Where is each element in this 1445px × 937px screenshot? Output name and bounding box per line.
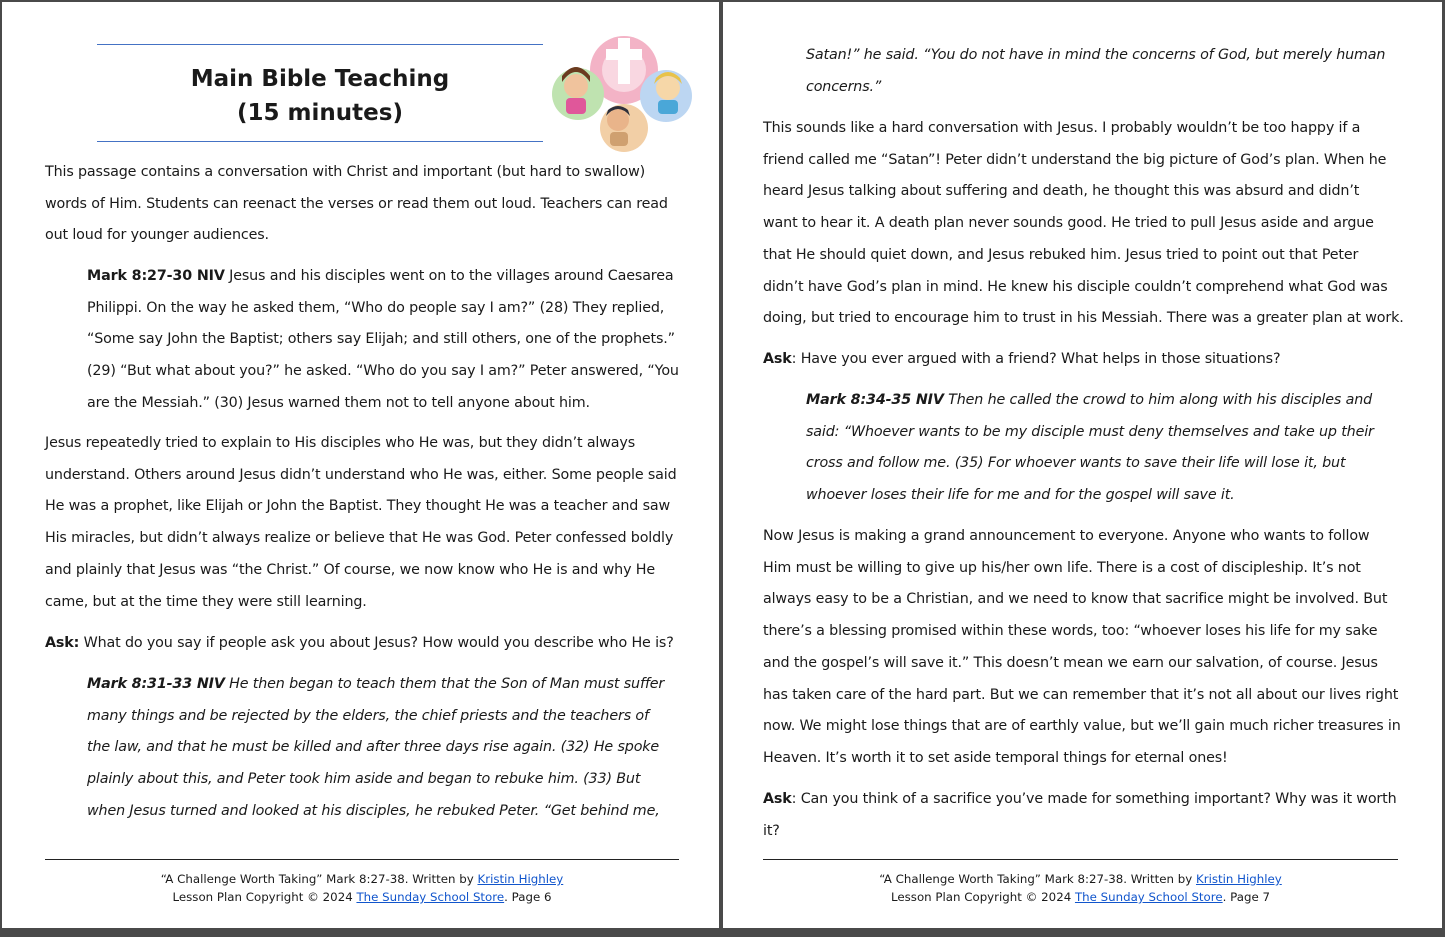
- page-number: . Page 7: [1222, 890, 1270, 904]
- text-line: there’s a blessing promised within these words, too: “whoever loses his life for my sake: [763, 623, 1378, 640]
- text-line: Satan!” he said. “You do not have in mind the concerns of God, but merely human: [806, 47, 1386, 63]
- page-number: . Page 6: [504, 890, 552, 904]
- text-line: understand. Others around Jesus didn’t understand who He was, either. Some people said: [45, 466, 677, 483]
- scripture-mark-8-34-35: [806, 385, 1416, 512]
- ask-question: [45, 628, 695, 660]
- heading-duration: (15 minutes): [237, 100, 403, 126]
- text-line: many things and be rejected by the elders, the chief priests and the teachers of: [87, 707, 649, 724]
- text-line: Jesus and his disciples went on to the villages around Caesarea: [224, 268, 674, 284]
- text-line: and plainly that Jesus was “the Christ.” Of course, we now know who He is and why He: [45, 561, 656, 578]
- text-line: He then began to teach them that the Son of Man must suffer: [224, 676, 665, 692]
- text-line: whoever loses their life for me and for the gospel will save it.: [806, 487, 1235, 504]
- ask-label: Ask: [763, 791, 792, 807]
- ask-text: : Have you ever argued with a friend? What helps in those situations?: [791, 351, 1281, 367]
- bible-kids-illustration: [552, 32, 694, 156]
- ask-text-continued: it?: [763, 822, 780, 839]
- footer-divider: [763, 859, 1398, 860]
- store-link[interactable]: The Sunday School Store: [356, 890, 505, 904]
- scripture-mark-8-31-33: [87, 669, 687, 828]
- text-line: heard Jesus talking about suffering and death, he thought this was absurd and didn’t: [763, 183, 1360, 200]
- text-line: Philippi. On the way he asked them, “Who do people say I am?” (28) They replied,: [87, 299, 665, 316]
- ask-label: Ask: [763, 351, 792, 367]
- text-line: when Jesus turned and looked at his disciples, he rebuked Peter. “Get behind me,: [87, 802, 660, 819]
- text-line: (29) “But what about you?” he asked. “Who do you say I am?” Peter answered, “You: [87, 363, 679, 380]
- page-7: [723, 2, 1442, 928]
- announcement-paragraph: [763, 521, 1423, 775]
- text-line: want to hear it. A death plan never sounds good. He tried to pull Jesus aside and argue: [763, 215, 1374, 232]
- text-line: and the gospel’s will save it.” This doesn’t mean we earn our salvation, of course. Jesus: [763, 654, 1378, 671]
- reflection-paragraph: [763, 113, 1423, 335]
- page-6: [2, 2, 719, 928]
- text-line: words of Him. Students can reenact the verses or read them out loud. Teachers can read: [45, 195, 668, 212]
- page-footer: [763, 870, 1398, 906]
- text-line: He was a prophet, like Elijah or John the Baptist. They thought He was a teacher and saw: [45, 498, 671, 515]
- footer-copyright: Lesson Plan Copyright © 2024: [891, 890, 1075, 904]
- text-line: “Some say John the Baptist; others say Elijah; and still others, one of the prophets.”: [87, 331, 675, 348]
- scripture-reference: Mark 8:27-30 NIV: [87, 268, 225, 284]
- text-line: plainly about this, and Peter took him aside and began to rebuke him. (33) But: [87, 771, 641, 788]
- footer-credit: “A Challenge Worth Taking” Mark 8:27-38. Written by: [879, 872, 1196, 886]
- text-line: that He should quiet down, and Jesus rebuked him. Jesus tried to point out that Peter: [763, 246, 1359, 263]
- text-line: said: “Whoever wants to be my disciple must deny themselves and take up their: [806, 423, 1374, 440]
- text-line: Him must be willing to give up his/her own life. There is a cost of discipleship. It’s not: [763, 559, 1361, 576]
- author-link[interactable]: Kristin Highley: [477, 872, 564, 886]
- text-line: doing, but tried to encourage him to trust in his Messiah. There was a greater plan at work.: [763, 310, 1404, 327]
- explanation-paragraph: [45, 428, 695, 618]
- ask-text: : Can you think of a sacrifice you’ve made for something important? Why was it worth: [791, 791, 1397, 807]
- text-line: cross and follow me. (35) For whoever wants to save their life will lose it, but: [806, 455, 1346, 472]
- scripture-reference: Mark 8:34-35 NIV: [806, 392, 944, 408]
- text-line: always easy to be a Christian, and we need to know that sacrifice might be involved. But: [763, 591, 1388, 608]
- text-line: came, but at the time they were still learning.: [45, 593, 367, 610]
- text-line: Then he called the crowd to him along with his disciples and: [943, 392, 1373, 408]
- scripture-mark-8-27-30: [87, 261, 687, 420]
- store-link[interactable]: The Sunday School Store: [1074, 890, 1223, 904]
- text-line: Heaven. It’s worth it to set aside temporal things for eternal ones!: [763, 749, 1228, 766]
- ask-question: [763, 784, 1423, 847]
- text-line: didn’t have God’s plan in mind. He knew his disciple couldn’t comprehend what God was: [763, 278, 1388, 295]
- scripture-reference: Mark 8:31-33 NIV: [87, 676, 225, 692]
- text-line: now. We might lose things that are of earthly value, but we’ll gain much richer treasures in: [763, 718, 1401, 735]
- section-heading: [97, 44, 543, 142]
- text-line: friend called me “Satan”! Peter didn’t understand the big picture of God’s plan. When he: [763, 151, 1387, 168]
- ask-label: Ask:: [45, 635, 80, 651]
- footer-copyright: Lesson Plan Copyright © 2024: [172, 890, 357, 904]
- scripture-continuation: [806, 40, 1416, 103]
- heading-title: Main Bible Teaching: [190, 66, 450, 92]
- text-line: Jesus repeatedly tried to explain to His disciples who He was, but they didn’t always: [45, 435, 636, 451]
- text-line: His miracles, but didn’t always realize or believe that He was God. Peter confessed boldly: [45, 530, 674, 547]
- page-footer: [45, 870, 679, 906]
- intro-paragraph: [45, 157, 685, 252]
- text-line: Now Jesus is making a grand announcement to everyone. Anyone who wants to follow: [763, 528, 1370, 544]
- text-line: This passage contains a conversation with Christ and important (but hard to swallow): [45, 164, 646, 180]
- footer-divider: [45, 859, 679, 860]
- text-line: are the Messiah.” (30) Jesus warned them not to tell anyone about him.: [87, 394, 590, 411]
- footer-credit: “A Challenge Worth Taking” Mark 8:27-38. Written by: [160, 872, 478, 886]
- ask-text: What do you say if people ask you about Jesus? How would you describe who He is?: [79, 635, 674, 651]
- text-line: This sounds like a hard conversation with Jesus. I probably wouldn’t be too happy if a: [763, 120, 1361, 136]
- text-line: the law, and that he must be killed and after three days rise again. (32) He spoke: [87, 739, 660, 756]
- ask-question: [763, 344, 1423, 376]
- text-line: out loud for younger audiences.: [45, 227, 269, 244]
- text-line: has taken care of the hard part. But we can remember that it’s not all about our lives right: [763, 686, 1399, 703]
- author-link[interactable]: Kristin Highley: [1195, 872, 1282, 886]
- text-line: concerns.”: [806, 78, 882, 95]
